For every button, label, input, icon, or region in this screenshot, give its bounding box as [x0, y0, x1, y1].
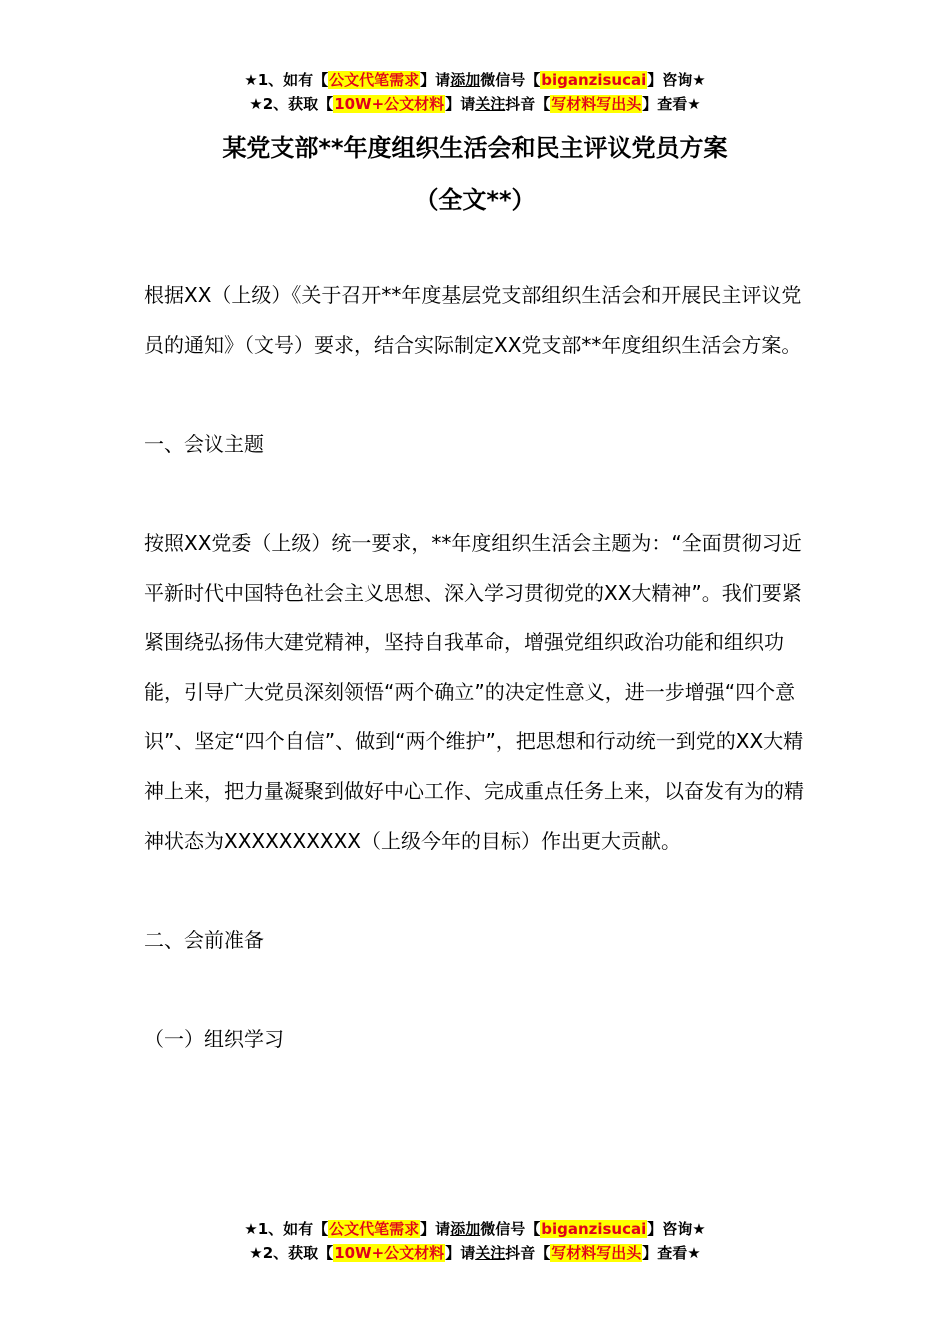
document-title: 某党支部**年度组织生活会和民主评议党员方案: [222, 134, 728, 162]
douyin-highlight: 写材料写出头: [551, 1244, 642, 1262]
service-highlight: 公文代笔需求: [329, 1220, 420, 1238]
theme-paragraph: 按照XX党委（上级）统一要求，**年度组织生活会主题为：“全面贯彻习近平新时代中国特色社会主义思想、深入学习贯彻党的XX大精神”。我们要紧紧围绕弘扬伟大建党精神，坚持自我革命，增强党组织政治功能和组织功能，引导广大党员深刻领悟“两个确立”的决定性意义，进一步增强“四个意识”、坚定“四个自信”、做到“两个维护”，把思想和行动统一到党的XX大精神上来，把力量凝聚到做好中心工作、完成重点任务上来，以奋发有为的精神状态为XXXXXXXXXX（上级今年的目标）作出更大贡献。: [144, 530, 804, 853]
bottom-banner: [0, 1217, 950, 1265]
wechat-id-highlight: biganzisucai: [541, 1220, 647, 1238]
section-heading-1: 一、会议主题: [144, 431, 264, 456]
bottom-banner-line-1: ★1、如有【公文代笔需求】请添加微信号【biganzisucai】咨询★: [244, 1220, 706, 1238]
bottom-banner-line-2: ★2、获取【10W+公文材料】请关注抖音【写材料写出头】查看★: [249, 1244, 701, 1262]
top-banner: [0, 68, 950, 116]
service-highlight: 公文代笔需求: [329, 71, 420, 89]
document-subtitle: （全文**）: [414, 186, 536, 214]
wechat-id-highlight: biganzisucai: [541, 71, 647, 89]
intro-paragraph: 根据XX（上级）《关于召开**年度基层党支部组织生活会和开展民主评议党员的通知》（文号）要求，结合实际制定XX党支部**年度组织生活会方案。: [144, 283, 802, 357]
section-heading-2: 二、会前准备: [144, 927, 264, 952]
top-banner-line-1: ★1、如有【公文代笔需求】请添加微信号【biganzisucai】咨询★: [244, 71, 706, 89]
top-banner-line-2: ★2、获取【10W+公文材料】请关注抖音【写材料写出头】查看★: [249, 95, 701, 113]
subsection-heading-1: （一）组织学习: [144, 1026, 284, 1051]
materials-highlight: 10W+公文材料: [334, 1244, 445, 1262]
douyin-highlight: 写材料写出头: [551, 95, 642, 113]
document-body: [144, 271, 808, 1065]
materials-highlight: 10W+公文材料: [334, 95, 445, 113]
